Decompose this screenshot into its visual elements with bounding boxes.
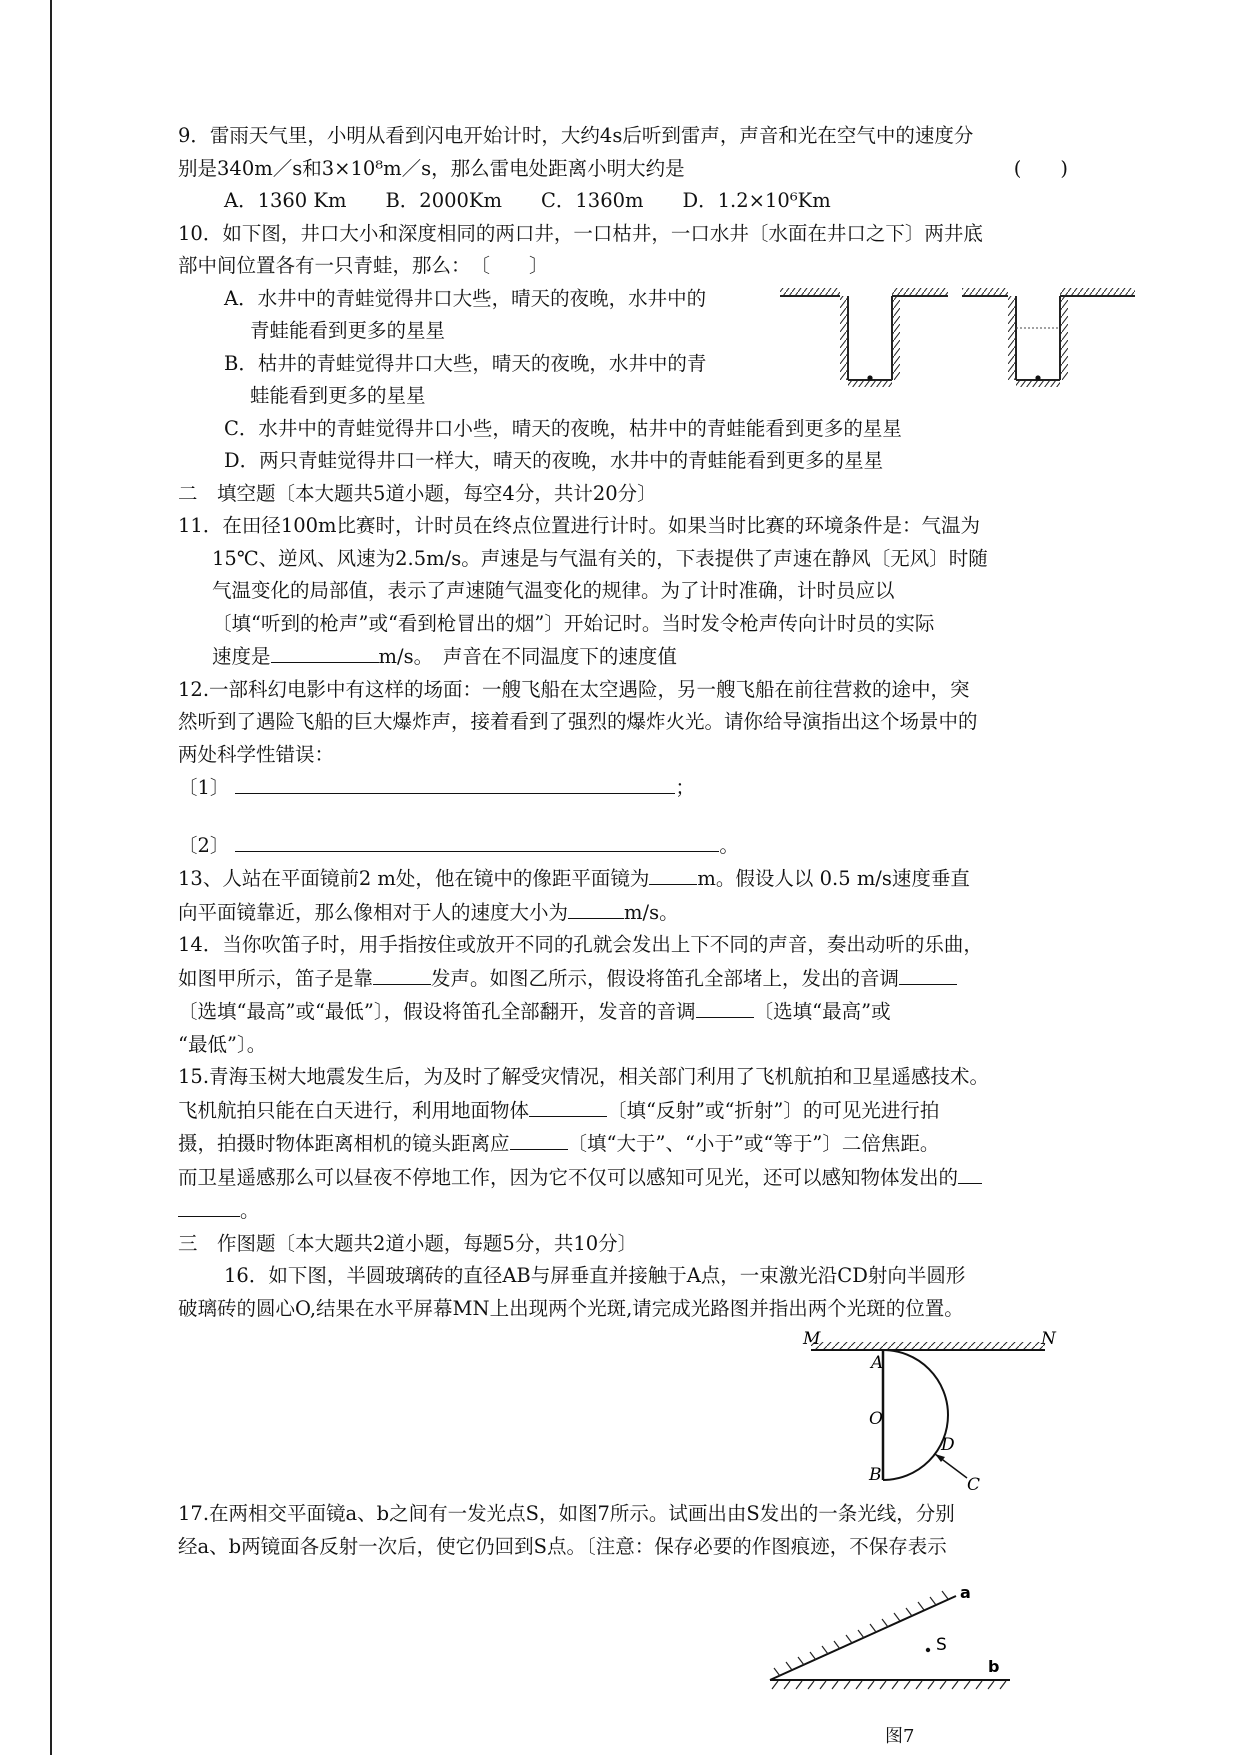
q13-text-d: m/s。 — [624, 900, 679, 924]
label-s: S — [936, 1635, 947, 1655]
q14-blank-pitch1[interactable] — [899, 962, 957, 985]
label-n: N — [1041, 1330, 1056, 1349]
label-b: B — [869, 1465, 882, 1485]
two-wells-figure — [780, 284, 1140, 388]
q16-line1: 16．如下图，半圆玻璃砖的直径AB与屏垂直并接触于A点，一束激光沿CD射向半圆形 — [224, 1264, 966, 1287]
label-d: D — [941, 1435, 955, 1455]
q14-text-d: 〔选填“最高”或 — [753, 1000, 891, 1023]
q10-option-a2: 青蛙能看到更多的星星 — [250, 319, 446, 342]
q13-text-a: 13、人站在平面镜前2 m处，他在镜中的像距平面镜为 — [178, 867, 650, 890]
q10-option-a1: A．水井中的青蛙觉得井口大些，晴天的夜晚，水井中的 — [224, 286, 707, 310]
q12-blank2[interactable] — [235, 829, 719, 852]
label-c: C — [967, 1475, 981, 1495]
q9-answer-paren: ( ) — [1013, 156, 1068, 180]
q15-text-d: 〔填“大于”、“小于”或“等于”〕二倍焦距。 — [567, 1132, 940, 1155]
frog-dot-water — [1035, 375, 1040, 380]
dry-well — [780, 288, 948, 387]
q13-text-c: 向平面镜靠近，那么像相对于人的速度大小为 — [178, 900, 569, 924]
q12-blank1[interactable] — [235, 771, 675, 794]
q9-line1: 9．雷雨天气里，小明从看到闪电开始计时，大约4s后听到雷声，声音和光在空气中的速度分 — [178, 124, 974, 147]
semicircle-glass-figure — [795, 1330, 1075, 1500]
light-point-s — [926, 1648, 930, 1652]
q10-option-d: D．两只青蛙觉得井口一样大，晴天的夜晚，水井中的青蛙能看到更多的星星 — [224, 449, 884, 472]
q14-line1: 14．当你吹笛子时，用手指按住或放开不同的孔就会发出上下不同的声音，奏出动听的乐曲， — [178, 933, 983, 956]
q15-line3 — [178, 1127, 1068, 1161]
q12-blank1-row — [178, 771, 1068, 805]
q12-line1: 12.一部科幻电影中有这样的场面：一艘飞船在太空遇险，另一艘飞船在前往营救的途中，突 — [178, 677, 970, 701]
label-mirror-a: a — [960, 1583, 971, 1602]
q15-blank-infrared-start[interactable] — [958, 1161, 982, 1184]
q11-blank-speed[interactable] — [271, 640, 379, 663]
q15-text-a: 飞机航拍只能在白天进行，利用地面物体 — [178, 1098, 530, 1122]
q17-line1: 17.在两相交平面镜a、b之间有一发光点S，如图7所示。试画出由S发出的一条光线，分别 — [178, 1502, 955, 1525]
q10-option-b1: B．枯井的青蛙觉得井口大些，晴天的夜晚，水井中的青 — [224, 351, 707, 375]
label-mirror-b: b — [988, 1657, 1000, 1676]
figure-7-caption: 图7 — [885, 1726, 915, 1747]
q13-text-b: m。假设人以 0.5 m/s速度垂直 — [697, 867, 970, 890]
q14-text-a: 如图甲所示，笛子是靠 — [178, 966, 374, 990]
water-well — [962, 288, 1135, 387]
q14-text-b: 发声。如图乙所示，假设将笛孔全部堵上，发出的音调 — [431, 966, 900, 990]
q16-line2: 破璃砖的圆心O,结果在水平屏幕MN上出现两个光斑,请完成光路图并指出两个光斑的位置。 — [178, 1296, 964, 1320]
intersecting-mirrors-figure — [760, 1580, 1020, 1705]
q15-blank-distance[interactable] — [510, 1127, 568, 1150]
label-a: A — [871, 1353, 884, 1373]
q15-line2 — [178, 1094, 1068, 1128]
q13-line2 — [178, 896, 1068, 930]
q14-line4: “最低”〕。 — [178, 1032, 267, 1056]
q11-line5 — [178, 640, 1068, 674]
q15-text-f: 。 — [240, 1199, 260, 1222]
binding-margin-line — [50, 0, 52, 1755]
q15-blank-reflect[interactable] — [529, 1094, 607, 1117]
q11-line5-tail: m/s。 声音在不同温度下的速度值 — [378, 645, 677, 668]
q11-line1: 11．在田径100m比赛时，计时员在终点位置进行计时。如果当时比赛的环境条件是：气温为 — [178, 514, 981, 537]
q12-line2: 然听到了遇险飞船的巨大爆炸声，接着看到了强烈的爆炸火光。请你给导演指出这个场景中的 — [178, 710, 978, 733]
section-3-heading: 三 作图题〔本大题共2道小题，每题5分，共10分〕 — [178, 1231, 638, 1255]
q9-options: A．1360 Km B．2000Km C．1360m D．1.2×10⁶Km — [224, 189, 831, 212]
q12-blank1-end: ； — [675, 776, 695, 799]
q12-blank2-row — [178, 829, 1068, 863]
q14-line3 — [178, 995, 1068, 1029]
q12-blank1-label: 〔1〕 — [178, 776, 230, 799]
q15-text-c: 摄，拍摄时物体距离相机的镜头距离应 — [178, 1132, 510, 1155]
section-2-heading: 二 填空题〔本大题共5道小题，每空4分，共计20分〕 — [178, 481, 657, 505]
mirror-b-hatch — [772, 1681, 1006, 1689]
q14-blank-source[interactable] — [373, 962, 431, 985]
q13-blank-speed[interactable] — [568, 896, 624, 919]
screen-hatch — [811, 1342, 1045, 1350]
q15-line5 — [178, 1194, 1068, 1228]
semicircle-arc — [883, 1350, 948, 1480]
q15-text-b: 〔填“反射”或“折射”〕的可见光进行拍 — [607, 1098, 940, 1122]
q12-blank2-label: 〔2〕 — [178, 833, 230, 857]
q14-text-c: 〔选填“最高”或“最低”〕，假设将笛孔全部翻开，发音的音调 — [178, 1000, 696, 1023]
q13-line1 — [178, 862, 1068, 896]
q14-blank-pitch2[interactable] — [696, 995, 754, 1018]
q12-line3: 两处科学性错误： — [178, 742, 335, 766]
q9-line2: 别是340m／s和3×10⁸m／s，那么雷电处距离小明大约是 — [178, 156, 685, 180]
q10-line1: 10．如下图，井口大小和深度相同的两口井，一口枯井，一口水井〔水面在井口之下〕两井底 — [178, 221, 983, 245]
q10-line2: 部中间位置各有一只青蛙，那么： 〔 〕 — [178, 254, 549, 277]
label-m: M — [803, 1330, 821, 1349]
q14-line2 — [178, 962, 1068, 996]
mirror-a-hatch — [774, 1591, 948, 1676]
q10-option-b2: 蛙能看到更多的星星 — [250, 384, 426, 407]
q15-text-e: 而卫星遥感那么可以昼夜不停地工作，因为它不仅可以感知可见光，还可以感知物体发出的 — [178, 1165, 959, 1189]
q17-block — [178, 1498, 1068, 1563]
q15-line4 — [178, 1161, 1068, 1195]
q10-option-c: C．水井中的青蛙觉得井口小些，晴天的夜晚，枯井中的青蛙能看到更多的星星 — [224, 416, 902, 440]
q9-line2-row — [178, 153, 1068, 186]
label-o: O — [869, 1409, 883, 1429]
q17-line2: 经a、b两镜面各反射一次后，使它仍回到S点。〔注意：保存必要的作图痕迹，不保存表示 — [178, 1534, 947, 1558]
q15-blank-infrared[interactable] — [178, 1194, 240, 1217]
q15-line1: 15.青海玉树大地震发生后，为及时了解受灾情况，相关部门利用了飞机航拍和卫星遥感技术。 — [178, 1065, 990, 1088]
q13-blank-distance[interactable] — [649, 862, 697, 885]
mirror-a — [770, 1596, 956, 1680]
q11-line3: 气温变化的局部值，表示了声速随气温变化的规律。为了计时准确，计时员应以 — [212, 579, 895, 602]
q11-line2: 15℃、逆风、风速为2.5m/s。声速是与气温有关的，下表提供了声速在静风〔无风〕时随 — [212, 546, 988, 570]
q11-line5-text: 速度是 — [212, 645, 271, 668]
spacer — [178, 805, 1068, 829]
frog-dot-dry — [867, 375, 872, 380]
q11-line4: 〔填“听到的枪声”或“看到枪冒出的烟”〕开始记时。当时发令枪声传向计时员的实际 — [212, 611, 935, 635]
q12-blank2-end: 。 — [719, 833, 739, 857]
